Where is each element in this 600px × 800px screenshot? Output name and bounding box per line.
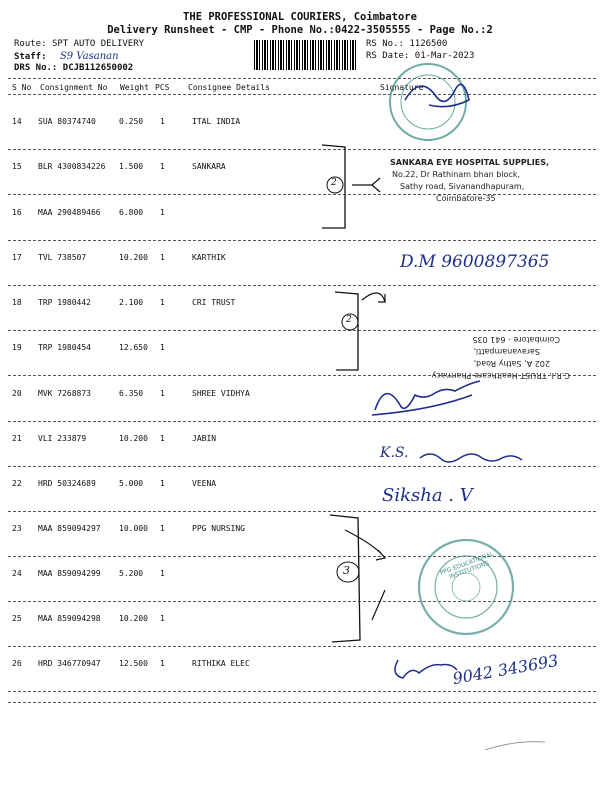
cell-sno: 23	[12, 524, 22, 533]
cell-sno: 21	[12, 434, 22, 443]
signature-row21	[420, 454, 522, 462]
cell-weight: 1.500	[119, 162, 144, 171]
arrow-ppg	[345, 530, 385, 560]
cell-pcs: 1	[160, 479, 165, 488]
cell-consignment: BLR 4300834226	[38, 162, 106, 171]
ppg-stamp-text: PPG EDUCATIONAL INSTITUTIONS	[439, 550, 495, 581]
cell-weight: 10.000	[119, 524, 148, 533]
cell-weight: 10.200	[119, 253, 148, 262]
cell-pcs: 1	[160, 208, 165, 217]
col-consignee: Consignee Details	[188, 83, 270, 92]
handwriting-row17: D.M 9600897365	[400, 252, 550, 272]
cell-consignment: TVL 738507	[38, 253, 87, 262]
staff-label: Staff:	[14, 52, 47, 62]
signature-row20	[372, 381, 480, 415]
cell-sno: 22	[12, 479, 22, 488]
cell-consignment: MAA 859094298	[38, 614, 101, 623]
company-title: THE PROFESSIONAL COURIERS, Coimbatore	[183, 11, 417, 23]
cell-weight: 6.350	[119, 389, 144, 398]
cell-sno: 25	[12, 614, 22, 623]
cell-consignee: SANKARA	[192, 162, 226, 171]
cell-consignee: RITHIKA ELEC	[192, 659, 250, 668]
cell-consignment: SUA 80374740	[38, 117, 96, 126]
cell-weight: 10.200	[119, 434, 148, 443]
cell-consignment: MAA 290489466	[38, 208, 101, 217]
col-consignment: Consignment No	[40, 83, 108, 92]
rs-date-value: 01-Mar-2023	[414, 51, 475, 61]
signature-row26	[395, 660, 457, 678]
group-number-sankara: 2	[331, 178, 337, 188]
cell-consignment: MAA 859094299	[38, 569, 101, 578]
stray-mark	[485, 742, 545, 750]
arrow-cri	[362, 293, 385, 302]
cell-sno: 24	[12, 569, 22, 578]
cell-consignee: SHREE VIDHYA	[192, 389, 250, 398]
cell-pcs: 1	[160, 117, 165, 126]
cell-consignment: TRP 1980442	[38, 298, 91, 307]
staff-value: S9 Vasanan	[59, 51, 119, 62]
cell-pcs: 1	[160, 524, 165, 533]
cell-pcs: 1	[160, 389, 165, 398]
sankara-stamp-line1: SANKARA EYE HOSPITAL SUPPLIES,	[390, 158, 550, 167]
rs-date-label: RS Date:	[366, 51, 410, 61]
cell-pcs: 1	[160, 343, 165, 352]
cell-pcs: 1	[160, 614, 165, 623]
group-number-cri: 2	[346, 315, 352, 325]
route-label: Route:	[14, 39, 47, 49]
cell-consignment: MVK 7268873	[38, 389, 91, 398]
arrow-ppg-2	[372, 590, 385, 620]
cell-sno: 15	[12, 162, 22, 171]
cell-sno: 17	[12, 253, 22, 262]
cell-pcs: 1	[160, 162, 165, 171]
col-signature: Signature	[380, 83, 424, 92]
arrow-sankara	[352, 178, 380, 192]
sankara-stamp-line3: Sathy road, Sivanandhapuram,	[400, 182, 525, 191]
cell-consignee: PPG NURSING	[192, 524, 245, 533]
cell-pcs: 1	[160, 659, 165, 668]
rs-no-value: 1126500	[409, 39, 448, 49]
sankara-stamp-line4: Coimbatore-35	[436, 194, 496, 203]
sankara-stamp-line2: No.22, Dr Rathinam bhan block,	[392, 170, 520, 179]
cell-sno: 20	[12, 389, 22, 398]
cell-sno: 18	[12, 298, 22, 307]
cell-sno: 14	[12, 117, 22, 126]
cell-consignee: JABIN	[192, 434, 217, 443]
cell-weight: 12.500	[119, 659, 148, 668]
bracket-cri	[335, 292, 358, 370]
cell-sno: 16	[12, 208, 22, 217]
cri-line3: Saravanampatti,	[473, 347, 540, 356]
signature-row14	[405, 84, 469, 106]
cell-consignee: ITAL INDIA	[192, 117, 241, 126]
cri-line2: 202 A, Sathy Road,	[473, 359, 550, 368]
cell-consignee: VEENA	[192, 479, 217, 488]
round-stamp-top	[390, 64, 466, 140]
group-number-ppg: 3	[343, 564, 350, 577]
cell-consignment: TRP 1980454	[38, 343, 91, 352]
cell-consignment: HRD 50324689	[38, 479, 96, 488]
cell-pcs: 1	[160, 569, 165, 578]
col-pcs: PCS	[155, 83, 170, 92]
bracket-ppg	[330, 515, 360, 642]
runsheet-subtitle: Delivery Runsheet - CMP - Phone No.:0422-3505555 - Page No.:2	[107, 24, 493, 36]
cell-consignment: MAA 859094297	[38, 524, 101, 533]
cell-weight: 0.250	[119, 117, 144, 126]
cri-line1: C.R.I. TRUST Healthcare-Pharmacy	[431, 371, 570, 380]
cell-weight: 5.000	[119, 479, 144, 488]
cell-pcs: 1	[160, 253, 165, 262]
col-weight: Weight	[120, 83, 149, 92]
cell-consignment: VLI 233879	[38, 434, 87, 443]
handwriting-row23: Siksha . V	[382, 485, 473, 506]
cell-sno: 19	[12, 343, 22, 352]
cell-weight: 5.200	[119, 569, 144, 578]
handwriting-row26-number: 9042 343693	[451, 650, 560, 689]
handwriting-row22: K.S.	[380, 445, 409, 461]
cell-weight: 12.650	[119, 343, 148, 352]
col-sno: S No	[12, 83, 32, 92]
rs-no-label: RS No.:	[366, 39, 404, 49]
cell-sno: 26	[12, 659, 22, 668]
cell-consignee: KARTHIK	[192, 253, 226, 262]
cell-weight: 6.800	[119, 208, 144, 217]
cell-weight: 10.200	[119, 614, 148, 623]
cell-pcs: 1	[160, 434, 165, 443]
cell-weight: 2.100	[119, 298, 144, 307]
cell-consignee: CRI TRUST	[192, 298, 236, 307]
cell-pcs: 1	[160, 298, 165, 307]
cri-line4: Coimbatore - 641 035	[472, 335, 560, 344]
cell-consignment: HRD 346770947	[38, 659, 101, 668]
route-value: SPT AUTO DELIVERY	[51, 39, 145, 49]
drs-label: DRS No.:	[14, 63, 58, 73]
drs-value: DCJB112650002	[62, 63, 134, 73]
